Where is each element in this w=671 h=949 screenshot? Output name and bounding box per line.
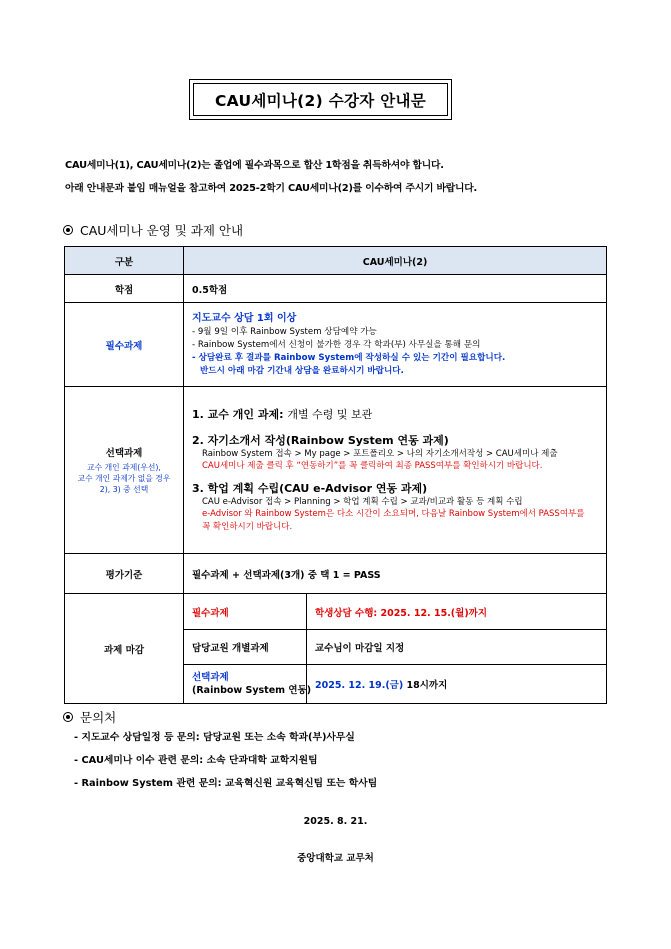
intro-line-1: CAU세미나(1), CAU세미나(2)는 졸업에 필수과목으로 합산 1학점을 취득하셔야 합니다. — [65, 160, 444, 171]
elective-label-cell — [65, 387, 184, 554]
deadline-required-name: 필수과제 — [184, 594, 307, 630]
deadline-elective-date: 2025. 12. 19.(금) — [315, 680, 404, 691]
elective-item-3-line-1: CAU e-Advisor 접속 > Planning > 학업 계획 수립 > 교과/비교과 활동 등 계획 수립 — [202, 496, 523, 507]
deadline-elective-time: 18시까지 — [403, 680, 448, 691]
elective-item-3-line-3: 꼭 확인하시기 바랍니다. — [202, 521, 293, 532]
required-title: 지도교수 상담 1회 이상 — [192, 312, 297, 324]
elective-content — [184, 387, 607, 554]
info-table — [64, 246, 607, 704]
deadline-elective-value-cell — [307, 665, 607, 704]
deadline-professor-value: 교수님이 마감일 지정 — [307, 630, 607, 665]
table-header-row — [65, 247, 607, 275]
section-heading-text: 문의처 — [80, 710, 117, 725]
elective-item-3-line-2: e-Advisor 와 Rainbow System은 다소 시간이 소요되며, 다음날 Rainbow System에서 PASS여부를 — [202, 509, 585, 520]
required-line-2: - Rainbow System에서 신청이 불가한 경우 각 학과(부) 사무실을 통해 문의 — [192, 339, 481, 350]
deadline-elective-name-2: (Rainbow System 연동) — [192, 685, 312, 696]
elective-item-3-title: 3. 학업 계획 수립(CAU e-Advisor 연동 과제) — [192, 481, 428, 495]
elective-item-1-title: 1. 교수 개인 과제: — [192, 407, 284, 421]
deadline-required-value: 학생상담 수행: 2025. 12. 15.(월)까지 — [307, 594, 607, 630]
elective-item-1 — [192, 407, 598, 422]
page-title: CAU세미나(2) 수강자 안내문 — [193, 83, 448, 116]
circled-dot-icon — [63, 712, 73, 722]
criteria-value: 필수과제 + 선택과제(3개) 중 택 1 = PASS — [184, 554, 607, 594]
table-row — [65, 275, 607, 303]
header-category: 구분 — [65, 247, 184, 275]
deadline-elective-name-cell — [184, 665, 312, 704]
elective-item-2-line-2: CAU세미나 제출 클릭 후 “연동하기”를 꼭 클릭하여 최종 PASS여부를 확인하시기 바랍니다. — [202, 461, 543, 472]
credits-value: 0.5학점 — [184, 275, 607, 303]
table-row — [65, 387, 607, 554]
contact-item: - CAU세미나 이수 관련 문의: 소속 단과대학 교학지원팀 — [74, 755, 318, 766]
table-row — [65, 594, 607, 630]
table-row — [65, 303, 607, 387]
contact-item: - Rainbow System 관련 문의: 교육혁신원 교육혁신팀 또는 학사팀 — [74, 778, 378, 789]
elective-item-1-desc: 개별 수령 및 보관 — [287, 407, 373, 421]
intro-line-2: 아래 안내문과 붙임 매뉴얼을 참고하여 2025-2학기 CAU세미나(2)를 이수하여 주시기 바랍니다. — [65, 183, 478, 194]
elective-note-3: 2), 3) 중 선택 — [99, 485, 149, 494]
section-heading-text: CAU세미나 운영 및 과제 안내 — [80, 223, 244, 238]
elective-item-2-title: 2. 자기소개서 작성(Rainbow System 연동 과제) — [192, 433, 449, 447]
required-label: 필수과제 — [65, 303, 184, 387]
deadline-label: 과제 마감 — [65, 594, 184, 704]
contact-item: - 지도교수 상담일정 등 문의: 담당교원 또는 소속 학과(부)사무실 — [74, 732, 355, 743]
document-date: 2025. 8. 21. — [303, 816, 368, 827]
deadline-elective-name: 선택과제 — [192, 672, 229, 683]
title-box — [189, 79, 452, 120]
deadline-professor-name: 담당교원 개별과제 — [184, 630, 307, 665]
issuer: 중앙대학교 교무처 — [297, 853, 374, 864]
section-heading-contact — [63, 708, 116, 726]
credits-label: 학점 — [65, 275, 184, 303]
required-content — [184, 303, 607, 387]
required-line-3: - 상담완료 후 결과를 Rainbow System에 작성하실 수 있는 기간이 필요합니다. — [192, 352, 506, 363]
elective-note-2: 교수 개인 과제가 없을 경우 — [77, 474, 171, 483]
elective-item-2-line-1: Rainbow System 접속 > My page > 포트폴리오 > 나의 자기소개서작성 > CAU세미나 제출 — [202, 448, 558, 459]
elective-note-1: 교수 개인 과제(우선), — [87, 463, 161, 472]
header-course: CAU세미나(2) — [184, 247, 607, 275]
circled-dot-icon — [63, 225, 73, 235]
required-line-1: - 9월 9일 이후 Rainbow System 상담예약 가능 — [192, 326, 377, 337]
table-row — [65, 554, 607, 594]
required-line-4: 반드시 아래 마감 기간내 상담을 완료하시기 바랍니다. — [200, 365, 404, 376]
elective-label: 선택과제 — [105, 448, 143, 459]
criteria-label: 평가기준 — [65, 554, 184, 594]
section-heading-operation — [63, 221, 243, 239]
